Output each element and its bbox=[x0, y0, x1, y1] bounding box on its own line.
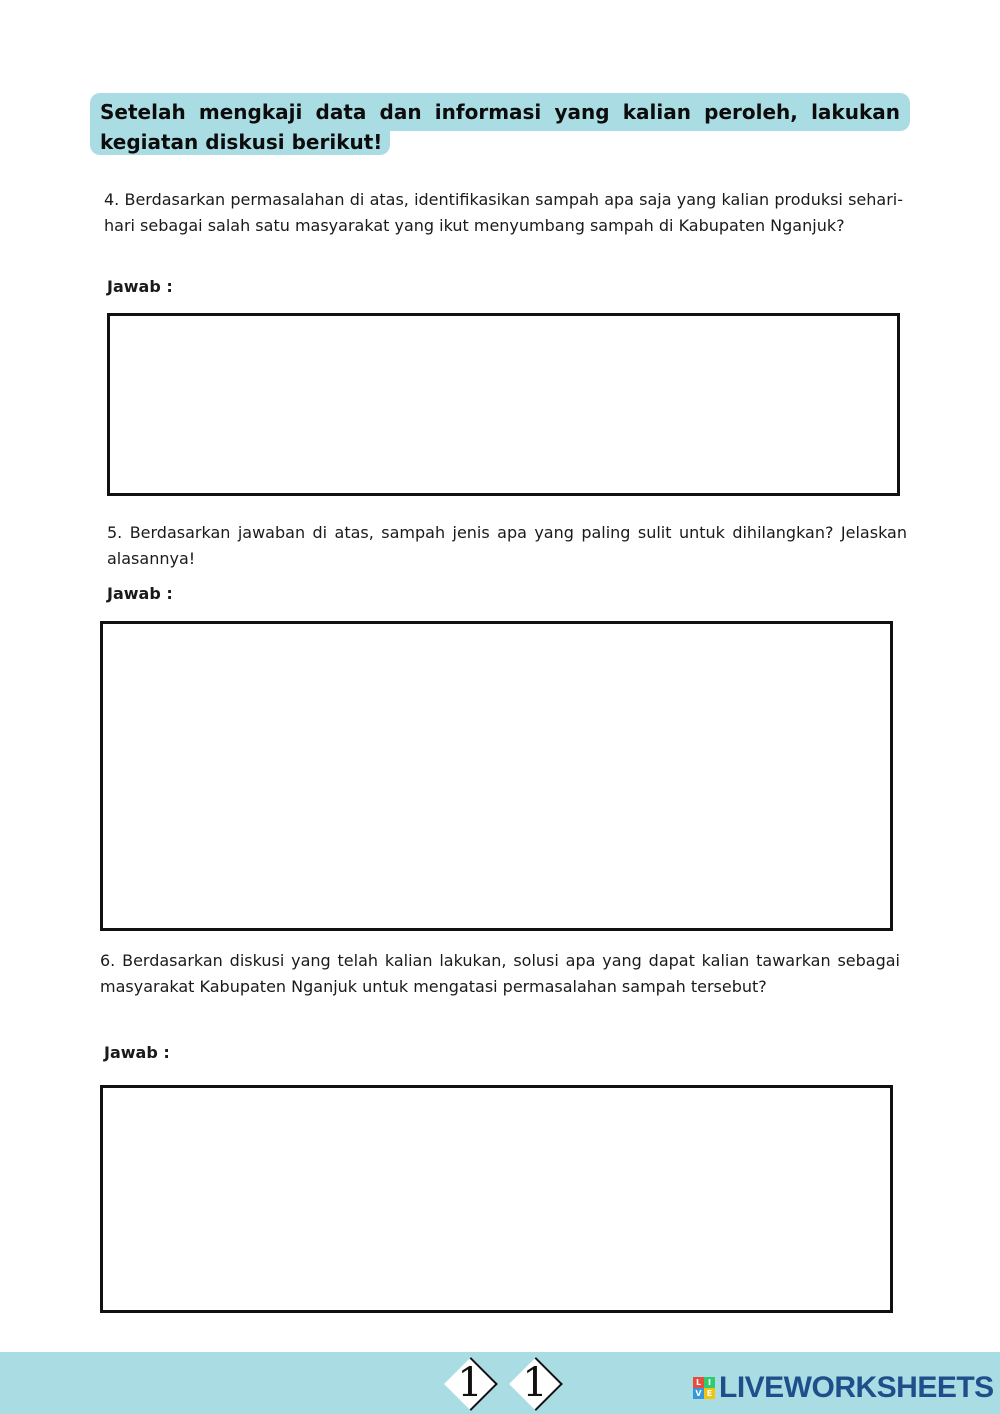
page-number-digit-1: 1 bbox=[441, 1354, 499, 1412]
answer-label-5: Jawab : bbox=[107, 584, 173, 603]
question-4: 4. Berdasarkan permasalahan di atas, identifikasikan sampah apa saja yang kalian produksi sehari-hari sebagai salah satu masyarakat yang ikut menyumbang sampah di Kabupaten Nganjuk? bbox=[104, 190, 903, 235]
liveworksheets-logo bbox=[693, 1368, 994, 1408]
answer-box-5[interactable] bbox=[100, 621, 893, 931]
answer-label-4: Jawab : bbox=[107, 277, 173, 296]
liveworksheets-icon: L I V E bbox=[693, 1377, 715, 1399]
question-6: 6. Berdasarkan diskusi yang telah kalian lakukan, solusi apa yang dapat kalian tawarkan sebagai masyarakat Kabupaten Nganjuk untuk mengatasi permasalahan sampah tersebut? bbox=[100, 951, 900, 996]
answer-box-6[interactable] bbox=[100, 1085, 893, 1313]
answer-box-4[interactable] bbox=[107, 313, 900, 496]
instruction-banner bbox=[90, 93, 910, 163]
brand-name: LIVEWORKSHEETS bbox=[719, 1371, 994, 1404]
page-number-digit-2: 1 bbox=[506, 1354, 564, 1412]
answer-label-6: Jawab : bbox=[104, 1043, 170, 1062]
banner-text: Setelah mengkaji data dan informasi yang kalian peroleh, lakukan kegiatan diskusi berikut! bbox=[100, 100, 900, 154]
question-5: 5. Berdasarkan jawaban di atas, sampah jenis apa yang paling sulit untuk dihilangkan? Jelaskan alasannya! bbox=[107, 523, 907, 568]
